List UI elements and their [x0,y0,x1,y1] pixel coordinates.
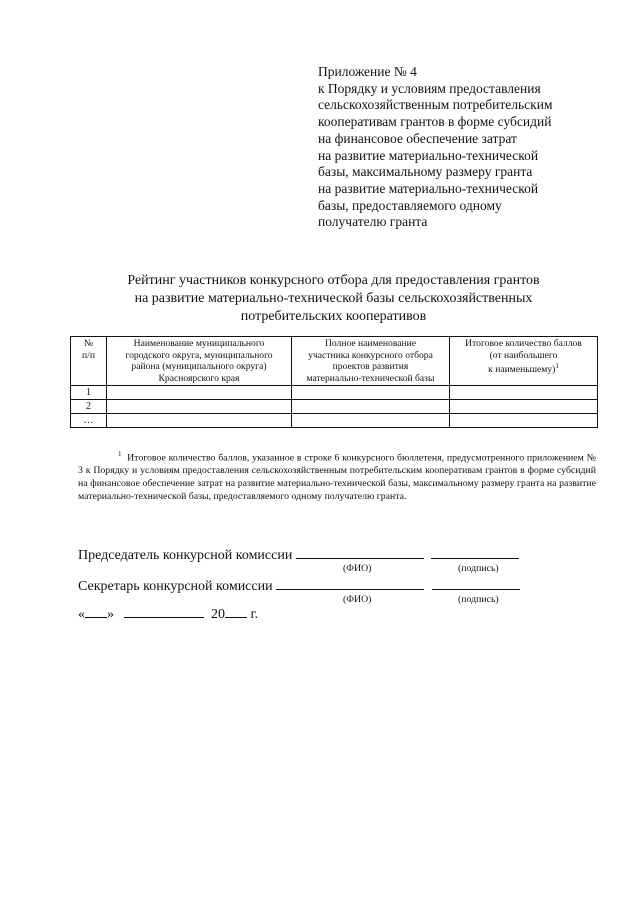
table-header-row [71,337,598,386]
header-participant-name: Полное наименование участника конкурсного отбора проектов развития материально-технической базы [292,337,450,386]
year-suffix: г. [250,607,259,622]
row-num: … [71,414,107,428]
appendix-header [318,64,618,231]
chairman-label: Председатель конкурсной комиссии [78,548,293,563]
appendix-line: кооперативам грантов в форме субсидий [318,114,552,130]
document-title [60,272,607,326]
appendix-line: на финансовое обеспечение затрат [318,130,517,146]
signature-caption: (подпись) [458,594,499,605]
fio-line [276,575,424,590]
appendix-line: базы, предоставляемого одному [318,197,502,213]
fio-line [296,544,424,559]
row-num: 2 [71,400,107,414]
header-total-score: Итоговое количество баллов (от наибольшего к наименьшему)$^1$ [450,337,598,386]
fio-caption: (ФИО) [343,594,372,605]
quote-close: » [107,607,114,622]
secretary-label: Секретарь конкурсной комиссии [78,579,273,594]
day-blank [85,603,107,618]
title-line: на развитие материально-технической базы сельскохозяйственных [134,291,533,306]
table-row [71,400,598,414]
table-row [71,386,598,400]
footnote-mark: 1 [555,362,559,371]
title-line: Рейтинг участников конкурсного отбора для предоставления грантов [127,273,540,288]
appendix-line: Приложение № 4 [318,64,417,79]
signature-caption: (подпись) [458,563,499,574]
appendix-line: на развитие материально-технической [318,180,539,196]
quote-open: « [78,607,85,622]
fio-caption: (ФИО) [343,563,372,574]
header-num: № п/п [71,337,107,386]
footnote-text: Итоговое количество баллов, указанное в строке 6 конкурсного бюллетеня, предусмотренного приложением № 3 к Порядку и условиям предоставления сельскохозяйственным потребительским кооперативам грантов в форме субсидий на финансовое обеспечение затрат на развитие материально-технической базы, максимальному размеру гранта на развитие материально-технической базы, предоставляемого одному получателю гранта. [78,452,596,503]
month-blank [124,603,204,618]
title-line: потребительских кооперативов [240,309,427,324]
table-row [71,414,598,428]
appendix-line: базы, максимальному размеру гранта [318,164,533,180]
header-municipality: Наименование муниципального городского округа, муниципального района (муниципального округа) Красноярского края [107,337,292,386]
appendix-line: сельскохозяйственным потребительским [318,97,553,113]
appendix-line: получателю гранта [318,214,428,230]
row-num: 1 [71,386,107,400]
footnote [78,448,596,503]
appendix-line: на развитие материально-технической [318,147,539,163]
appendix-line: к Порядку и условиям предоставления [318,80,541,96]
year-blank [225,603,247,618]
chairman-signature [78,544,519,564]
year-prefix: 20 [211,607,225,622]
secretary-signature [78,575,520,595]
signature-line [432,575,520,590]
date-line [78,603,258,623]
footnote-mark: 1 [118,450,122,458]
rating-table [70,336,598,428]
signature-line [431,544,519,559]
